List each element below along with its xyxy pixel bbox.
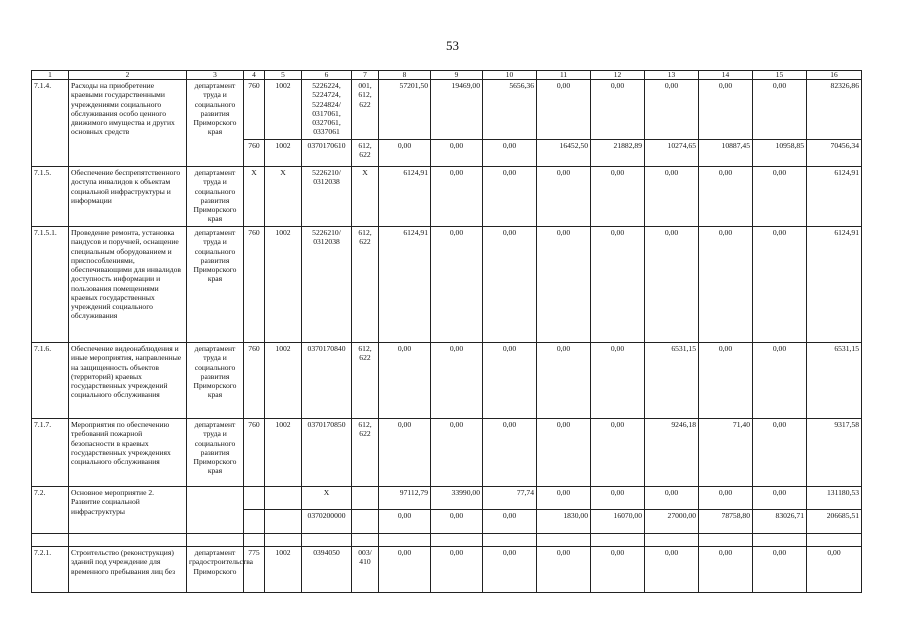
amount-cell: 0,00	[483, 343, 537, 419]
vr-code: 612, 622	[352, 343, 379, 419]
amount-cell: 0,00	[699, 167, 753, 227]
amount-cell: 1830,00	[537, 510, 591, 534]
spacer-row	[32, 534, 862, 547]
amount-cell: 0,00	[431, 167, 483, 227]
csr-code: 5226210/ 0312038	[302, 167, 352, 227]
amount-cell: 97112,79	[379, 487, 431, 510]
item-number: 7.2.1.	[32, 547, 69, 593]
csr-code: 5226210/ 0312038	[302, 227, 352, 343]
item-name: Проведение ремонта, установка пандусов и поручней, оснащение специальным оборудованием и приспособлениями, обеспечивающими для инвалидов доступность информации и пользования помещениями краевых государственных учреждений социального обслуживания	[69, 227, 187, 343]
amount-cell: 5656,36	[483, 80, 537, 140]
rzpr-code: Х	[265, 167, 302, 227]
csr-code: 0370200000	[302, 510, 352, 534]
amount-cell: 0,00	[483, 140, 537, 167]
executor-empty	[187, 487, 244, 534]
amount-cell: 0,00	[753, 227, 807, 343]
amount-cell: 0,00	[537, 487, 591, 510]
vr-code	[352, 487, 379, 510]
item-name: Расходы на приобретение краевыми государственными учреждениями социального обслуживания особо ценного движимого имущества и других основных средств	[69, 80, 187, 167]
amount-cell: 0,00	[537, 167, 591, 227]
table-row	[32, 547, 862, 593]
column-number: 10	[483, 71, 537, 80]
amount-cell: 0,00	[483, 510, 537, 534]
amount-cell: 0,00	[753, 167, 807, 227]
vr-code	[352, 510, 379, 534]
amount-cell: 0,00	[753, 419, 807, 487]
executor: департамент труда и социального развития Приморского края	[187, 227, 244, 343]
column-number: 5	[265, 71, 302, 80]
column-number: 15	[753, 71, 807, 80]
amount-total: 70456,34	[807, 140, 862, 167]
column-number: 16	[807, 71, 862, 80]
amount-cell: 10887,45	[699, 140, 753, 167]
column-number: 6	[302, 71, 352, 80]
amount-cell: 0,00	[379, 547, 431, 593]
amount-cell: 0,00	[645, 487, 699, 510]
amount-cell: 0,00	[699, 343, 753, 419]
csr-code: 0370170840	[302, 343, 352, 419]
csr-code: 0370170850	[302, 419, 352, 487]
amount-cell: 0,00	[483, 419, 537, 487]
vr-code: Х	[352, 167, 379, 227]
column-number: 8	[379, 71, 431, 80]
amount-cell: 0,00	[699, 80, 753, 140]
rzpr-code: 1002	[265, 140, 302, 167]
amount-total: 9317,58	[807, 419, 862, 487]
grbs-code: 760	[244, 80, 265, 140]
amount-cell: 0,00	[699, 487, 753, 510]
amount-cell: 27000,00	[645, 510, 699, 534]
amount-cell: 0,00	[591, 80, 645, 140]
csr-code: 0370170610	[302, 140, 352, 167]
column-number: 4	[244, 71, 265, 80]
column-number: 3	[187, 71, 244, 80]
column-number: 13	[645, 71, 699, 80]
grbs-code: 775	[244, 547, 265, 593]
item-name: Строительство (реконструкция) зданий под учреждение для временного пребывания лиц без	[69, 547, 187, 593]
rzpr-code: 1002	[265, 343, 302, 419]
amount-cell: 6124,91	[379, 227, 431, 343]
amount-cell: 21882,89	[591, 140, 645, 167]
grbs-code: 760	[244, 419, 265, 487]
amount-cell: 0,00	[591, 487, 645, 510]
amount-cell: 71,40	[699, 419, 753, 487]
amount-cell: 0,00	[591, 167, 645, 227]
column-number: 12	[591, 71, 645, 80]
csr-code: 5226224, 5224724, 5224824/ 0317061, 0327061, 0337061	[302, 80, 352, 140]
grbs-code: 760	[244, 227, 265, 343]
amount-total: 82326,86	[807, 80, 862, 140]
amount-cell: 0,00	[431, 343, 483, 419]
amount-cell: 0,00	[753, 487, 807, 510]
amount-cell: 0,00	[591, 343, 645, 419]
executor: департамент труда и социального развития Приморского края	[187, 343, 244, 419]
item-number: 7.1.5.	[32, 167, 69, 227]
amount-cell: 0,00	[645, 547, 699, 593]
rzpr-code: 1002	[265, 227, 302, 343]
csr-code: 0394050	[302, 547, 352, 593]
amount-cell: 10958,85	[753, 140, 807, 167]
amount-cell: 78758,80	[699, 510, 753, 534]
amount-cell: 0,00	[753, 547, 807, 593]
amount-cell: 0,00	[537, 227, 591, 343]
amount-total: 206685,51	[807, 510, 862, 534]
amount-cell: 0,00	[537, 419, 591, 487]
page-number: 53	[446, 38, 459, 53]
vr-code: 001, 612, 622	[352, 80, 379, 140]
amount-cell: 16452,50	[537, 140, 591, 167]
amount-cell: 0,00	[379, 140, 431, 167]
rzpr-code: 1002	[265, 547, 302, 593]
column-number: 1	[32, 71, 69, 80]
amount-cell: 0,00	[431, 510, 483, 534]
column-number: 7	[352, 71, 379, 80]
column-number: 11	[537, 71, 591, 80]
grbs-code: 760	[244, 140, 265, 167]
grbs-code: Х	[244, 167, 265, 227]
amount-total: 0,00	[807, 547, 862, 593]
csr-code: Х	[302, 487, 352, 510]
vr-code: 612, 622	[352, 419, 379, 487]
vr-code: 612, 622	[352, 140, 379, 167]
amount-cell: 10274,65	[645, 140, 699, 167]
table-row	[32, 419, 862, 487]
amount-cell: 0,00	[699, 547, 753, 593]
table-row	[32, 343, 862, 419]
amount-cell: 0,00	[645, 167, 699, 227]
amount-cell: 0,00	[699, 227, 753, 343]
amount-cell: 0,00	[379, 419, 431, 487]
amount-cell: 0,00	[645, 227, 699, 343]
amount-cell: 0,00	[753, 80, 807, 140]
item-number: 7.1.7.	[32, 419, 69, 487]
executor: департамент труда и социального развития Приморского края	[187, 167, 244, 227]
amount-cell: 0,00	[483, 167, 537, 227]
amount-cell: 57201,50	[379, 80, 431, 140]
item-name: Мероприятия по обеспечению требований пожарной безопасности в краевых государственных учреждениях социального обслуживания	[69, 419, 187, 487]
grbs-code: 760	[244, 343, 265, 419]
amount-cell: 0,00	[379, 343, 431, 419]
amount-cell: 6124,91	[379, 167, 431, 227]
column-number: 2	[69, 71, 187, 80]
amount-cell: 0,00	[753, 343, 807, 419]
column-number-row	[32, 71, 862, 80]
amount-cell: 0,00	[483, 227, 537, 343]
amount-cell: 0,00	[431, 419, 483, 487]
amount-cell: 0,00	[537, 343, 591, 419]
rzpr-code: 1002	[265, 419, 302, 487]
rzpr-code: 1002	[265, 80, 302, 140]
executor: департамент труда и социального развития Приморского края	[187, 419, 244, 487]
amount-cell: 0,00	[645, 80, 699, 140]
amount-cell: 77,74	[483, 487, 537, 510]
table-row	[32, 227, 862, 343]
item-number: 7.1.6.	[32, 343, 69, 419]
grbs-code	[244, 510, 265, 534]
rzpr-code	[265, 487, 302, 510]
budget-table	[31, 70, 862, 593]
table-row	[32, 487, 862, 510]
amount-total: 131180,53	[807, 487, 862, 510]
table-row	[32, 80, 862, 140]
vr-code: 612, 622	[352, 227, 379, 343]
item-number: 7.1.5.1.	[32, 227, 69, 343]
amount-cell: 0,00	[431, 227, 483, 343]
item-name: Основное мероприятие 2. Развитие социальной инфраструктуры	[69, 487, 187, 534]
amount-cell: 0,00	[431, 547, 483, 593]
amount-cell: 6531,15	[645, 343, 699, 419]
amount-cell: 19469,00	[431, 80, 483, 140]
amount-cell: 9246,18	[645, 419, 699, 487]
amount-total: 6531,15	[807, 343, 862, 419]
rzpr-code	[265, 510, 302, 534]
amount-cell: 83026,71	[753, 510, 807, 534]
amount-cell: 0,00	[379, 510, 431, 534]
executor: департамент градостроительства Приморского	[187, 547, 244, 593]
grbs-code	[244, 487, 265, 510]
amount-cell: 0,00	[537, 80, 591, 140]
item-name: Обеспечение беспрепятственного доступа инвалидов к объектам социальной инфраструктуры и информации	[69, 167, 187, 227]
item-number: 7.2.	[32, 487, 69, 534]
item-number: 7.1.4.	[32, 80, 69, 167]
amount-cell: 0,00	[431, 140, 483, 167]
column-number: 14	[699, 71, 753, 80]
amount-cell: 0,00	[483, 547, 537, 593]
amount-cell: 0,00	[591, 547, 645, 593]
item-name: Обеспечение видеонаблюдения и иные мероприятия, направленные на защищенность объектов (территорий) краевых государственных учреждений социального обслуживания	[69, 343, 187, 419]
amount-total: 6124,91	[807, 227, 862, 343]
executor: департамент труда и социального развития Приморского края	[187, 80, 244, 167]
table-row	[32, 167, 862, 227]
amount-cell: 33990,00	[431, 487, 483, 510]
vr-code: 003/ 410	[352, 547, 379, 593]
amount-cell: 0,00	[537, 547, 591, 593]
amount-total: 6124,91	[807, 167, 862, 227]
amount-cell: 0,00	[591, 419, 645, 487]
amount-cell: 16070,00	[591, 510, 645, 534]
amount-cell: 0,00	[591, 227, 645, 343]
column-number: 9	[431, 71, 483, 80]
